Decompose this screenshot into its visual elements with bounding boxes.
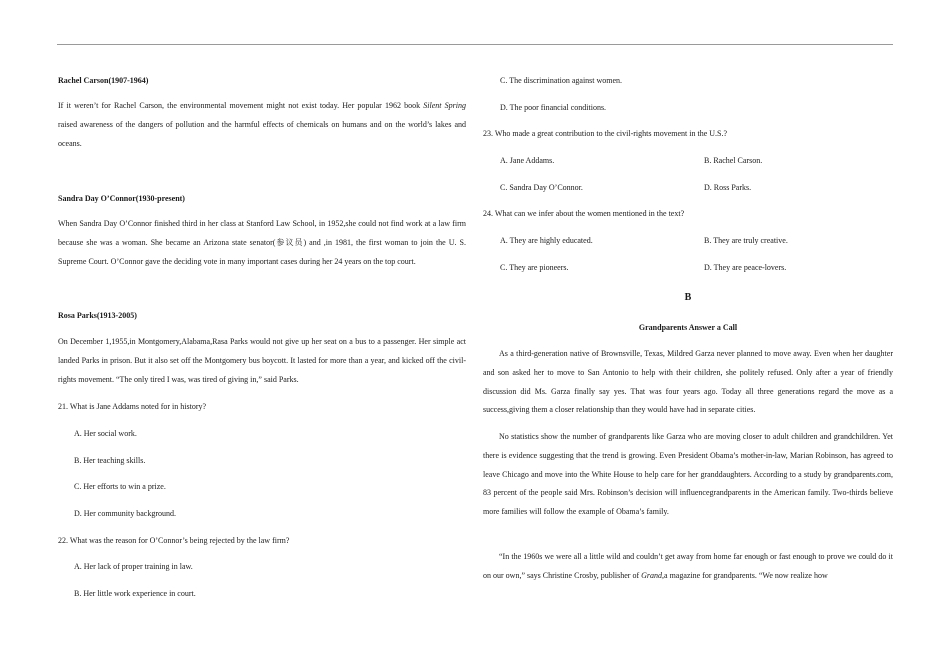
carson-paragraph: If it weren’t for Rachel Carson, the environmental movement might not exist today. Her popular 1962 book Silent Spring raised awareness of the dangers of pollution and the harmful effects of chemicals on humans and on the world’s lakes and oceans. <box>58 101 466 148</box>
question-22: 22. What was the reason for O’Connor’s being rejected by the law firm? <box>58 536 290 545</box>
carson-heading: Rachel Carson(1907-1964) <box>58 76 149 85</box>
question-23: 23. Who made a great contribution to the civil-rights movement in the U.S.? <box>483 129 728 138</box>
question-24: 24. What can we infer about the women mentioned in the text? <box>483 209 685 218</box>
q22-option-d: D. The poor financial conditions. <box>500 103 607 112</box>
q21-option-c: C. Her efforts to win a prize. <box>74 482 166 491</box>
q21-option-b: B. Her teaching skills. <box>74 456 146 465</box>
q21-option-d: D. Her community background. <box>74 509 176 518</box>
q23-option-b: B. Rachel Carson. <box>704 156 763 165</box>
article-paragraph-2: No statistics show the number of grandparents like Garza who are moving closer to adult children and grandchildren. Yet there is evidence suggesting that the trend is growing. Even President Obama’s mother-in-law, Marian Robinson, has agreed to leave Chicago and move into the White House to help care for her granddaughters. According to a study by grandparents.com, 83 percent of the people said Mrs. Robinson’s decision will influencegrandparents in the American family. Two-thirds believe more families will follow the example of Obama’s family. <box>483 432 893 517</box>
article-paragraph-1: As a third-generation native of Brownsville, Texas, Mildred Garza never planned to move away. Even when her daughter and son asked her to move to San Antonio to help with their children, she politely refused. Only after a year of friendly discussion did Ms. Garza finally say yes. That was four years ago. Today all three generations regard the move as a success,giving them a closer relationship than they would have had in separate cities. <box>483 349 893 415</box>
oconnor-paragraph: When Sandra Day O’Connor finished third in her class at Stanford Law School, in 1952,she could not find work at a law firm because she was a woman. She became an Arizona state senator(参议员) and ,in 1981, the first woman to join the U. S. Supreme Court. O’Connor gave the deciding vote in many important cases during her 24 years on the top court. <box>58 219 466 266</box>
q23-option-d: D. Ross Parks. <box>704 183 752 192</box>
parks-heading: Rosa Parks(1913-2005) <box>58 311 137 320</box>
book-title: Silent Spring <box>423 101 466 110</box>
q23-option-a: A. Jane Addams. <box>500 156 555 165</box>
parks-paragraph: On December 1,1955,in Montgomery,Alabama,Rasa Parks would not give up her seat on a bus to a passenger. Her simple act landed Parks in prison. But it also set off the Montgomery bus boycott. It lasted for more than a year, and kicked off the civil-rights movement. “The only tired I was, was tired of giving in,” said Parks. <box>58 337 466 384</box>
q23-option-c: C. Sandra Day O’Connor. <box>500 183 583 192</box>
section-label: B <box>684 292 692 303</box>
q24-option-b: B. They are truly creative. <box>704 236 788 245</box>
article-paragraph-3: “In the 1960s we were all a little wild and couldn’t get away from home far enough or fast enough to prove we could do it on our own,” says Christine Crosby, publisher of Grand,a magazine for grandparents. “We now realize how <box>483 552 893 580</box>
q24-option-d: D. They are peace-lovers. <box>704 263 787 272</box>
oconnor-heading: Sandra Day O’Connor(1930-present) <box>58 194 185 203</box>
header-rule <box>57 44 893 45</box>
question-21: 21. What is Jane Addams noted for in history? <box>58 402 207 411</box>
q22-option-b: B. Her little work experience in court. <box>74 589 196 598</box>
q22-option-c: C. The discrimination against women. <box>500 76 623 85</box>
article-title: Grandparents Answer a Call <box>638 323 738 332</box>
q22-option-a: A. Her lack of proper training in law. <box>74 562 193 571</box>
q24-option-a: A. They are highly educated. <box>500 236 593 245</box>
q24-option-c: C. They are pioneers. <box>500 263 569 272</box>
magazine-title: Grand <box>641 570 663 580</box>
q21-option-a: A. Her social work. <box>74 429 137 438</box>
